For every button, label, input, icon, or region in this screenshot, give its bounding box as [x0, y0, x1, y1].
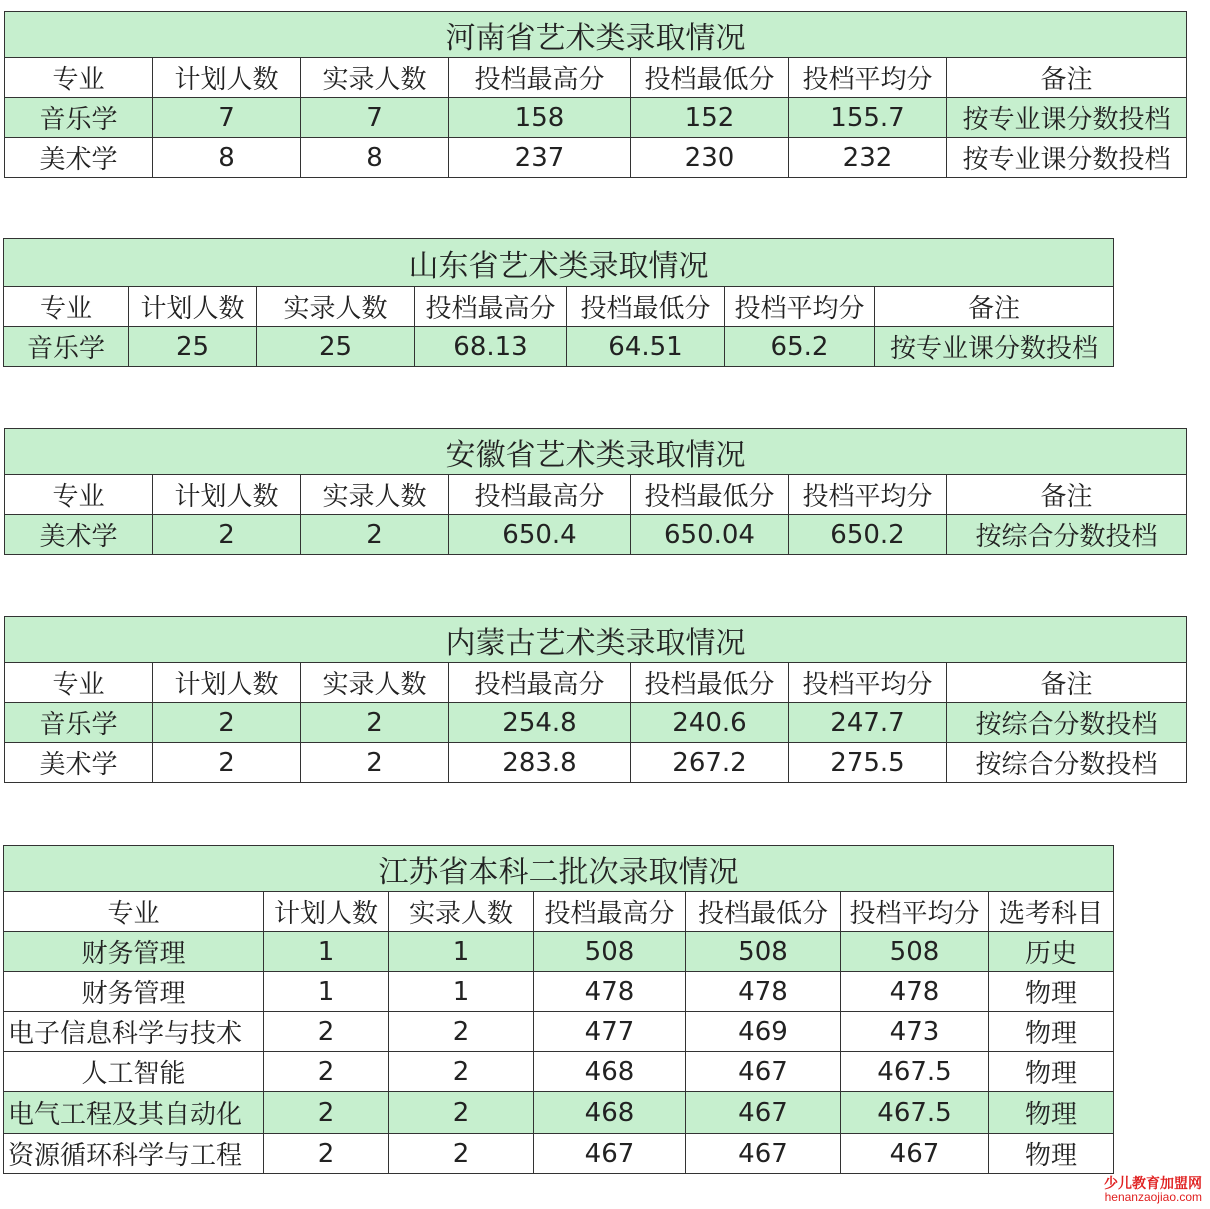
table-cell: 467.5 [841, 1092, 989, 1134]
table-cell: 按专业课分数投档 [947, 138, 1187, 178]
table-row [4, 327, 1114, 367]
header-cell: 备注 [947, 475, 1187, 515]
table-cell: 物理 [989, 972, 1114, 1012]
table-cell: 按综合分数投档 [947, 743, 1187, 783]
table-cell: 650.2 [789, 515, 947, 555]
header-cell: 投档平均分 [789, 58, 947, 98]
table-cell: 物理 [989, 1134, 1114, 1174]
header-cell: 计划人数 [153, 475, 301, 515]
table-title: 内蒙古艺术类录取情况 [5, 617, 1187, 663]
table-cell: 650.4 [449, 515, 631, 555]
header-cell: 投档最低分 [631, 663, 789, 703]
table-cell: 1 [389, 932, 534, 972]
admission-table-jiangsu [3, 845, 1114, 1174]
header-cell: 计划人数 [153, 58, 301, 98]
header-cell: 投档平均分 [789, 475, 947, 515]
table-cell: 254.8 [449, 703, 631, 743]
table-cell: 音乐学 [5, 703, 153, 743]
table-row [4, 1134, 1114, 1174]
table-cell: 1 [264, 932, 389, 972]
table-title: 江苏省本科二批次录取情况 [4, 846, 1114, 892]
header-cell: 专业 [5, 58, 153, 98]
header-cell: 投档最低分 [631, 58, 789, 98]
table-cell: 650.04 [631, 515, 789, 555]
table-cell: 25 [257, 327, 415, 367]
header-cell: 计划人数 [153, 663, 301, 703]
table-cell: 2 [264, 1012, 389, 1052]
table-cell: 资源循环科学与工程 [4, 1134, 264, 1174]
table-cell: 7 [153, 98, 301, 138]
table-row [4, 1052, 1114, 1092]
table-cell: 物理 [989, 1012, 1114, 1052]
table-cell: 2 [301, 515, 449, 555]
table-cell: 478 [534, 972, 686, 1012]
table-cell: 2 [389, 1052, 534, 1092]
header-cell: 计划人数 [129, 287, 257, 327]
table-cell: 物理 [989, 1052, 1114, 1092]
admission-table-henan [4, 11, 1187, 178]
header-cell: 实录人数 [257, 287, 415, 327]
table-cell: 2 [389, 1092, 534, 1134]
header-cell: 专业 [4, 287, 129, 327]
table-cell: 467 [686, 1052, 841, 1092]
table-cell: 音乐学 [4, 327, 129, 367]
table-cell: 美术学 [5, 515, 153, 555]
table-cell: 467.5 [841, 1052, 989, 1092]
table-cell: 美术学 [5, 138, 153, 178]
table-cell: 232 [789, 138, 947, 178]
table-cell: 240.6 [631, 703, 789, 743]
table-cell: 8 [153, 138, 301, 178]
admission-table-anhui [4, 428, 1187, 555]
table-row [4, 972, 1114, 1012]
table-cell: 按专业课分数投档 [947, 98, 1187, 138]
table-row [5, 138, 1187, 178]
table-cell: 469 [686, 1012, 841, 1052]
table-cell: 2 [153, 703, 301, 743]
table-cell: 2 [389, 1134, 534, 1174]
header-cell: 投档平均分 [841, 892, 989, 932]
table-cell: 1 [389, 972, 534, 1012]
watermark-line1: 少儿教育加盟网 [1104, 1175, 1202, 1192]
header-cell: 投档最低分 [567, 287, 725, 327]
header-cell: 计划人数 [264, 892, 389, 932]
table-cell: 467 [686, 1134, 841, 1174]
table-cell: 158 [449, 98, 631, 138]
table-title: 河南省艺术类录取情况 [5, 12, 1187, 58]
table-cell: 2 [153, 515, 301, 555]
table-cell: 275.5 [789, 743, 947, 783]
table-row [4, 1092, 1114, 1134]
table-cell: 2 [389, 1012, 534, 1052]
header-cell: 备注 [875, 287, 1114, 327]
header-cell: 投档最高分 [449, 663, 631, 703]
table-cell: 508 [534, 932, 686, 972]
table-cell: 人工智能 [4, 1052, 264, 1092]
table-cell: 478 [841, 972, 989, 1012]
table-cell: 508 [841, 932, 989, 972]
header-cell: 专业 [4, 892, 264, 932]
table-cell: 财务管理 [4, 932, 264, 972]
table-cell: 467 [686, 1092, 841, 1134]
table-cell: 247.7 [789, 703, 947, 743]
table-title: 安徽省艺术类录取情况 [5, 429, 1187, 475]
header-cell: 投档平均分 [789, 663, 947, 703]
table-cell: 历史 [989, 932, 1114, 972]
table-cell: 508 [686, 932, 841, 972]
table-cell: 230 [631, 138, 789, 178]
header-cell: 选考科目 [989, 892, 1114, 932]
header-cell: 投档平均分 [725, 287, 875, 327]
header-cell: 投档最高分 [449, 475, 631, 515]
table-cell: 8 [301, 138, 449, 178]
table-cell: 2 [264, 1134, 389, 1174]
table-row [4, 932, 1114, 972]
admission-table-inner-mongolia [4, 616, 1187, 783]
header-cell: 投档最低分 [631, 475, 789, 515]
header-cell: 备注 [947, 663, 1187, 703]
header-cell: 投档最高分 [449, 58, 631, 98]
admission-table-shandong [3, 238, 1114, 367]
table-row [5, 743, 1187, 783]
table-cell: 237 [449, 138, 631, 178]
table-cell: 478 [686, 972, 841, 1012]
table-cell: 2 [264, 1052, 389, 1092]
table-cell: 467 [841, 1134, 989, 1174]
header-cell: 专业 [5, 475, 153, 515]
header-cell: 实录人数 [301, 58, 449, 98]
table-cell: 467 [534, 1134, 686, 1174]
table-cell: 25 [129, 327, 257, 367]
table-row [5, 98, 1187, 138]
header-cell: 实录人数 [389, 892, 534, 932]
table-cell: 电子信息科学与技术 [4, 1012, 264, 1052]
table-cell: 物理 [989, 1092, 1114, 1134]
table-cell: 477 [534, 1012, 686, 1052]
table-cell: 2 [301, 703, 449, 743]
table-cell: 283.8 [449, 743, 631, 783]
table-cell: 7 [301, 98, 449, 138]
header-cell: 备注 [947, 58, 1187, 98]
table-cell: 2 [264, 1092, 389, 1134]
header-cell: 实录人数 [301, 475, 449, 515]
table-title: 山东省艺术类录取情况 [4, 239, 1114, 287]
table-row [5, 703, 1187, 743]
table-cell: 267.2 [631, 743, 789, 783]
site-watermark [1104, 1175, 1202, 1205]
table-cell: 152 [631, 98, 789, 138]
table-cell: 音乐学 [5, 98, 153, 138]
watermark-line2: henanzaojiao.com [1104, 1190, 1202, 1205]
table-cell: 468 [534, 1052, 686, 1092]
table-cell: 473 [841, 1012, 989, 1052]
table-row [4, 1012, 1114, 1052]
table-cell: 按综合分数投档 [947, 703, 1187, 743]
table-cell: 按专业课分数投档 [875, 327, 1114, 367]
table-cell: 64.51 [567, 327, 725, 367]
table-row [5, 515, 1187, 555]
table-cell: 按综合分数投档 [947, 515, 1187, 555]
table-cell: 1 [264, 972, 389, 1012]
table-cell: 65.2 [725, 327, 875, 367]
table-cell: 美术学 [5, 743, 153, 783]
table-cell: 155.7 [789, 98, 947, 138]
header-cell: 专业 [5, 663, 153, 703]
header-cell: 投档最低分 [686, 892, 841, 932]
table-cell: 2 [301, 743, 449, 783]
header-cell: 实录人数 [301, 663, 449, 703]
table-cell: 财务管理 [4, 972, 264, 1012]
header-cell: 投档最高分 [534, 892, 686, 932]
header-cell: 投档最高分 [415, 287, 567, 327]
table-cell: 468 [534, 1092, 686, 1134]
table-cell: 2 [153, 743, 301, 783]
table-cell: 68.13 [415, 327, 567, 367]
table-cell: 电气工程及其自动化 [4, 1092, 264, 1134]
